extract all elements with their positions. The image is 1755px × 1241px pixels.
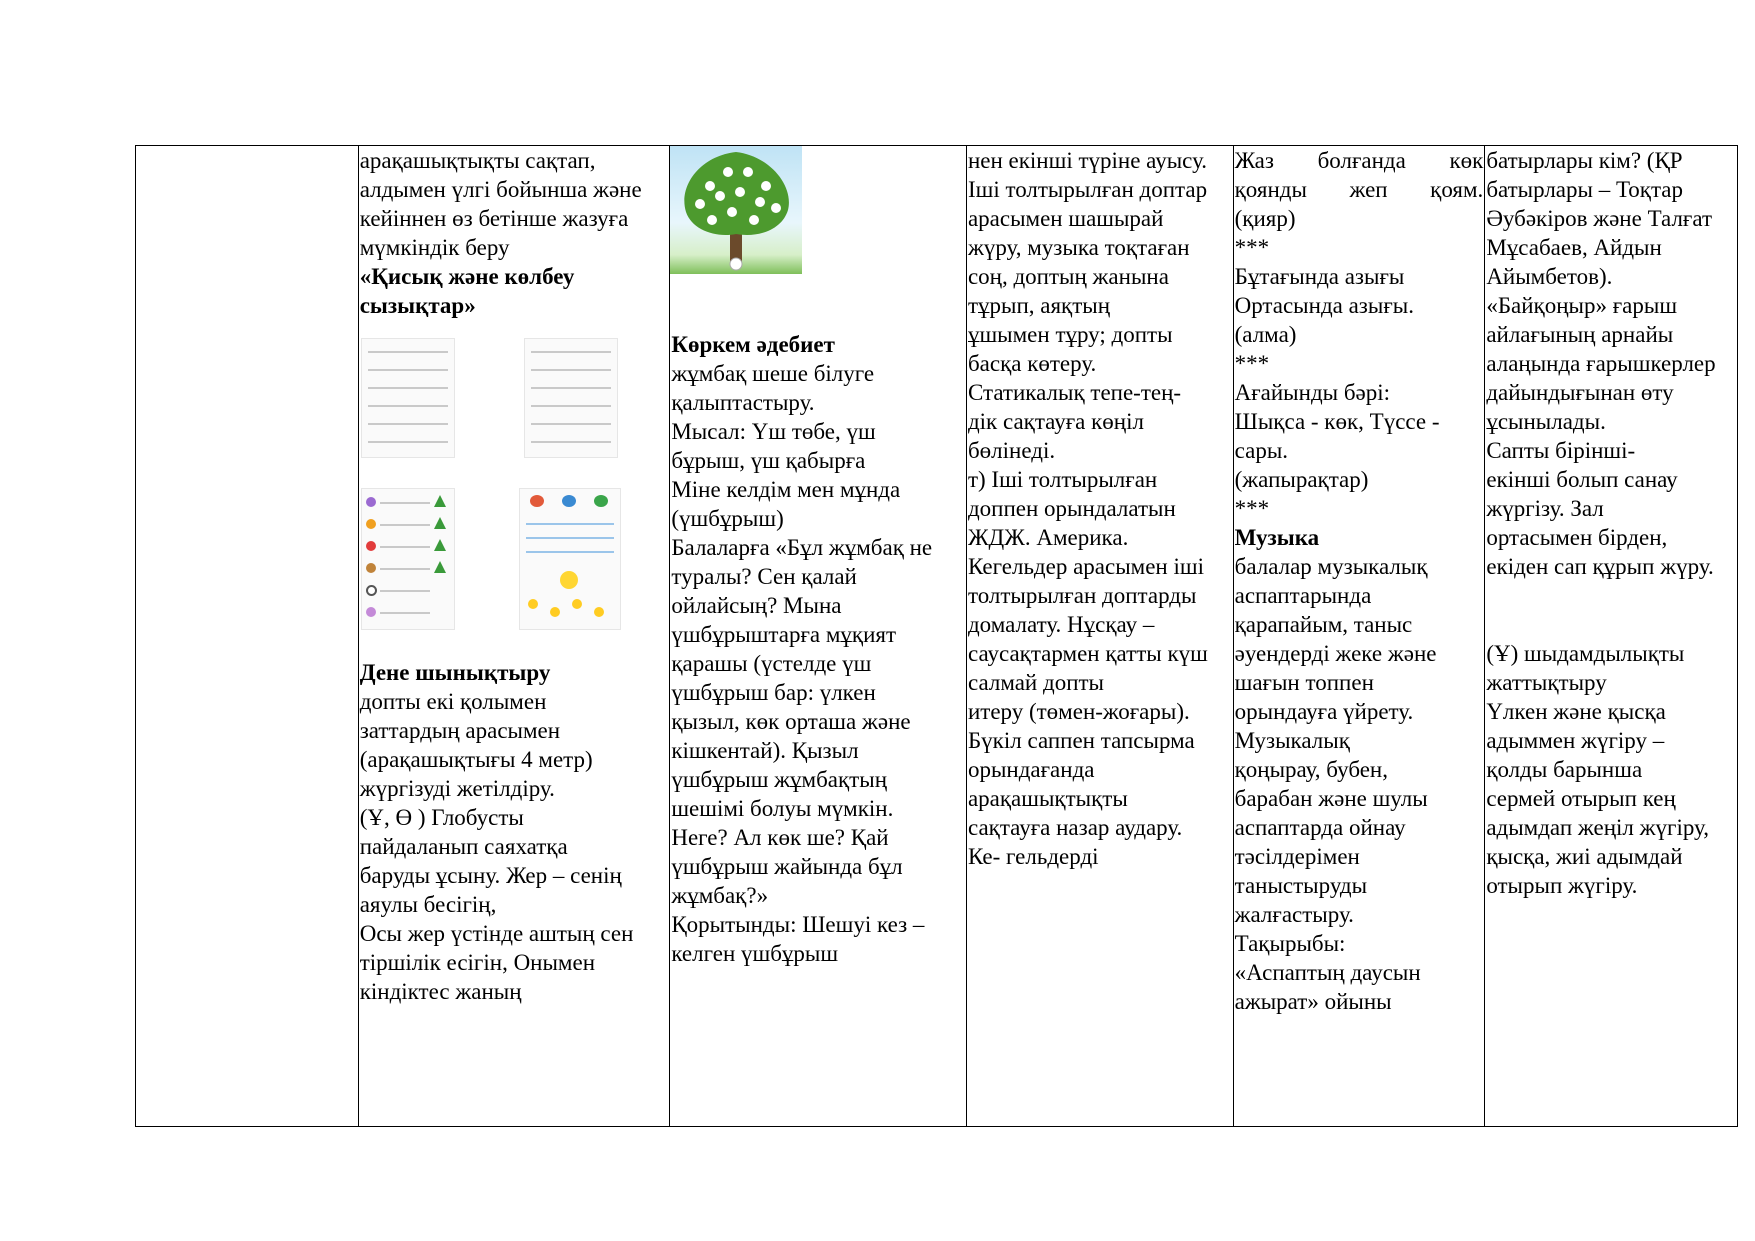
text-line: Бүкіл саппен тапсырма <box>967 728 1195 753</box>
text-line: қарашы (үстелде үш <box>671 651 872 676</box>
text-line: *** <box>1234 235 1270 260</box>
text-line: Тақырыбы: <box>1234 931 1346 956</box>
text-line: шешімі болуы мүмкін. <box>671 796 894 821</box>
justified-line <box>1235 146 1484 175</box>
text-line: аяулы бесігің, <box>359 892 497 917</box>
text-line: орындауға үйрету. <box>1234 699 1414 724</box>
text-line: қысқа, жиі адымдай <box>1486 844 1683 869</box>
worksheet-curved-lines-icon <box>361 338 455 458</box>
text-line: қолды барынша <box>1486 757 1643 782</box>
text-line: доппен орындалатын <box>967 496 1176 521</box>
column-physical <box>967 146 1234 1126</box>
worksheet-zigzag-icon <box>524 338 618 458</box>
text-line: тәсілдерімен <box>1234 844 1360 869</box>
text-line: салмай допты <box>967 670 1105 695</box>
text-line: Айымбетов). <box>1486 264 1613 289</box>
col5-text <box>1234 146 1485 1016</box>
word: жеп <box>1349 177 1388 202</box>
text-line: толтырылған доптарды <box>967 583 1197 608</box>
text-line: «Аспаптың даусын <box>1234 960 1421 985</box>
lesson-plan-table <box>135 145 1738 1127</box>
text-line: жүргізуді жетілдіру. <box>359 776 555 801</box>
text-line: жұмбақ шеше білуге <box>671 361 875 386</box>
word: қоям. <box>1430 177 1484 202</box>
text-line: арасымен шашырай <box>967 206 1164 231</box>
column-heroes-running <box>1485 146 1737 1126</box>
text-line: жаттықтыру <box>1486 670 1607 695</box>
text-line: допты екі қолымен <box>359 689 547 714</box>
text-line: қарапайым, таныс <box>1234 612 1413 637</box>
tree-image-icon <box>670 146 802 274</box>
worksheet-images <box>359 328 670 658</box>
text-line: Мұсабаев, Айдын <box>1486 235 1662 260</box>
text-line: таныстыруды <box>1234 873 1368 898</box>
text-line: Шықса - көк, Түссе - <box>1234 409 1440 434</box>
column-literature <box>670 146 967 1126</box>
section-heading: Көркем әдебиет <box>671 332 835 357</box>
text-line: келген үшбұрыш <box>671 941 839 966</box>
text-line: қалыптастыру. <box>671 390 815 415</box>
text-line: сары. <box>1234 438 1289 463</box>
text-line: Осы жер үстінде аштың сен <box>359 921 634 946</box>
text-line: Бұтағында азығы <box>1234 264 1405 289</box>
text-line: жалғастыру. <box>1234 902 1354 927</box>
text-line: екіден сап құрып жүру. <box>1486 554 1714 579</box>
section-heading: «Қисық және көлбеу <box>359 264 575 289</box>
text-line: нен екінші түріне ауысу. <box>967 148 1208 173</box>
text-line: бөлінеді. <box>967 438 1056 463</box>
worksheet-snowmen-chicks-icon <box>519 488 621 630</box>
text-line: Мысал: Үш төбе, үш <box>671 419 876 444</box>
word: болғанда <box>1317 148 1406 173</box>
text-line: соң, доптың жанына <box>967 264 1169 289</box>
text-line: қоңырау, бубен, <box>1234 757 1388 782</box>
text-line: әуендерді жеке және <box>1234 641 1437 666</box>
column-empty <box>136 146 359 1126</box>
text-line: туралы? Сен қалай <box>671 564 857 589</box>
text-line: *** <box>1234 496 1270 521</box>
col4-text <box>967 146 1233 871</box>
section-heading: Музыка <box>1234 525 1320 550</box>
text-line: орындағанда <box>967 757 1095 782</box>
text-line: алдымен үлгі бойынша және <box>359 177 642 202</box>
text-line: (арақашықтығы 4 метр) <box>359 747 593 772</box>
column-riddles-music <box>1234 146 1486 1126</box>
text-line: домалату. Нұсқау – <box>967 612 1155 637</box>
word: көк <box>1449 148 1484 173</box>
text-line: (Ұ) шыдамдылықты <box>1486 641 1685 666</box>
text-line: отырып жүгіру. <box>1486 873 1638 898</box>
text-line: ұсынылады. <box>1486 409 1606 434</box>
section-heading: сызықтар» <box>359 293 476 318</box>
text-line: ұшымен тұру; допты <box>967 322 1173 347</box>
text-line: бұрыш, үш қабырға <box>671 448 866 473</box>
text-line: пайдаланып саяхатқа <box>359 834 568 859</box>
text-line: аспаптарында <box>1234 583 1372 608</box>
text-line: Үлкен және қысқа <box>1486 699 1666 724</box>
text-line: үшбұрыш жұмбақтың <box>671 767 887 792</box>
text-line: ортасымен бірден, <box>1486 525 1668 550</box>
text-line: кішкентай). Қызыл <box>671 738 859 763</box>
text-line: Неге? Ал көк ше? Қай <box>671 825 889 850</box>
worksheet-colored-lines-icon <box>361 488 455 630</box>
text-line: Ортасында азығы. <box>1234 293 1414 318</box>
text-line: Іші толтырылған доптар <box>967 177 1208 202</box>
spacer <box>1486 581 1736 610</box>
text-line: Әубәкіров және Талғат <box>1486 206 1713 231</box>
col6-text <box>1485 146 1737 900</box>
text-line: арақашықтықты <box>967 786 1128 811</box>
text-line: Балаларға «Бұл жұмбақ не <box>671 535 933 560</box>
text-line: т) Іші толтырылған <box>967 467 1158 492</box>
col2-text <box>359 146 670 320</box>
text-line: жүргізу. Зал <box>1486 496 1604 521</box>
text-line: басқа көтеру. <box>967 351 1097 376</box>
word: қоянды <box>1234 177 1307 202</box>
column-writing-pe <box>359 146 671 1126</box>
text-line: Музыкалық <box>1234 728 1350 753</box>
text-line: ЖДЖ. Америка. <box>967 525 1129 550</box>
text-line: (алма) <box>1234 322 1297 347</box>
text-line: (жапырақтар) <box>1234 467 1369 492</box>
text-line: адыммен жүгіру – <box>1486 728 1665 753</box>
text-line: үшбұрыш бар: үлкен <box>671 680 876 705</box>
text-line: тіршілік есігін, Онымен <box>359 950 596 975</box>
text-line: адымдап жеңіл жүгіру, <box>1486 815 1709 840</box>
text-line: дік сақтауға көңіл <box>967 409 1144 434</box>
text-line: Статикалық тепе-тең- <box>967 380 1182 405</box>
text-line: жүру, музыка тоқтаған <box>967 235 1190 260</box>
text-line: (қияр) <box>1234 206 1296 231</box>
text-line: алаңында ғарышкерлер <box>1486 351 1716 376</box>
text-line: шағын топпен <box>1234 670 1374 695</box>
text-line: кейіннен өз бетінше жазуға <box>359 206 629 231</box>
text-line: арақашықтықты сақтап, <box>359 148 596 173</box>
text-line: дайындығынан өту <box>1486 380 1674 405</box>
text-line: Сапты бірінші- <box>1486 438 1636 463</box>
spacer <box>1486 610 1736 639</box>
col2-text-pe <box>359 658 670 1006</box>
text-line: мүмкіндік беру <box>359 235 510 260</box>
text-line: *** <box>1234 351 1270 376</box>
text-line: екінші болып санау <box>1486 467 1678 492</box>
text-line: жұмбақ?» <box>671 883 769 908</box>
text-line: батырлары – Тоқтар <box>1486 177 1684 202</box>
text-line: (үшбұрыш) <box>671 506 784 531</box>
text-line: үшбұрыштарға мұқият <box>671 622 897 647</box>
text-line: ажырат» ойыны <box>1234 989 1392 1014</box>
text-line: аспаптарда ойнау <box>1234 815 1406 840</box>
text-line: итеру (төмен-жоғары). <box>967 699 1190 724</box>
text-line: қызыл, көк орташа және <box>671 709 911 734</box>
text-line: сермей отырып кең <box>1486 786 1676 811</box>
text-line: (Ұ, Ө ) Глобусты <box>359 805 524 830</box>
text-line: үшбұрыш жайында бұл <box>671 854 903 879</box>
text-line: айлағының арнайы <box>1486 322 1674 347</box>
text-line: ойлайсың? Мына <box>671 593 842 618</box>
col3-text <box>670 330 966 968</box>
text-line: Ке- гельдерді <box>967 844 1099 869</box>
text-line: сақтауға назар аудару. <box>967 815 1183 840</box>
section-heading: Дене шынықтыру <box>359 660 551 685</box>
text-line: Міне келдім мен мұнда <box>671 477 901 502</box>
text-line: барабан және шулы <box>1234 786 1428 811</box>
text-line: Ағайынды бәрі: <box>1234 380 1391 405</box>
text-line: тұрып, аяқтың <box>967 293 1111 318</box>
text-line: баруды ұсыну. Жер – сенің <box>359 863 622 888</box>
text-line: Қорытынды: Шешуі кез – <box>671 912 925 937</box>
text-line: кіндіктес жаның <box>359 979 522 1004</box>
justified-line <box>1235 175 1484 204</box>
text-line: Кегельдер арасымен іші <box>967 554 1204 579</box>
text-line: «Байқоңыр» ғарыш <box>1486 293 1678 318</box>
text-line: заттардың арасымен <box>359 718 561 743</box>
word: Жаз <box>1234 148 1274 173</box>
text-line: батырлары кім? (ҚР <box>1486 148 1683 173</box>
text-line: балалар музыкалық <box>1234 554 1428 579</box>
text-line: саусақтармен қатты күш <box>967 641 1208 666</box>
